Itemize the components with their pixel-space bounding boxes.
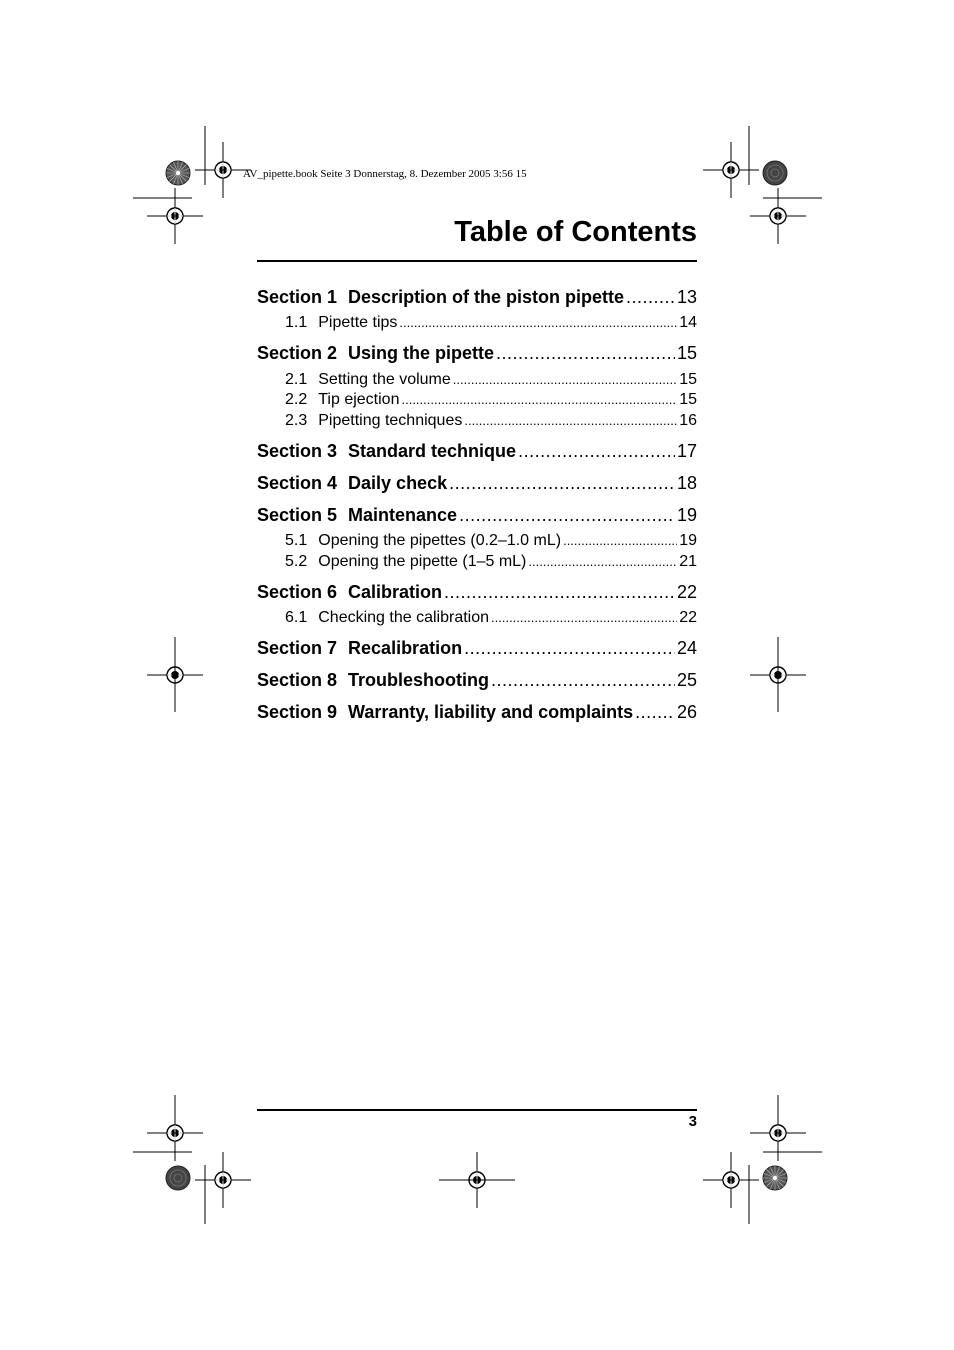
print-header-slug: AV_pipette.book Seite 3 Donnerstag, 8. Dezember 2005 3:56 15 (243, 168, 527, 180)
dot-leader (491, 670, 675, 691)
toc-entry-section-3[interactable] (257, 441, 697, 462)
toc-page: 18 (676, 473, 697, 493)
dot-leader (518, 441, 675, 462)
toc-title: Opening the pipettes (0.2–1.0 mL) (318, 532, 562, 549)
toc-page: 14 (679, 314, 697, 331)
toc-page: 26 (676, 702, 697, 722)
toc-entry-section-5[interactable] (257, 505, 697, 526)
toc-title: Checking the calibration (318, 609, 490, 626)
toc-title: Calibration (348, 582, 443, 602)
toc-page: 13 (676, 287, 697, 307)
page-number: 3 (688, 1113, 697, 1130)
dot-leader (626, 287, 675, 308)
toc-page: 15 (679, 371, 697, 388)
toc-entry-section-4[interactable] (257, 473, 697, 494)
toc-title: Daily check (348, 473, 448, 493)
toc-title: Using the pipette (348, 343, 495, 363)
toc-number: 6.1 (285, 609, 308, 626)
toc-number: Section 5 (257, 505, 338, 525)
toc-entry-1-1[interactable] (285, 314, 697, 332)
toc-page: 24 (676, 638, 697, 658)
dot-leader (453, 372, 677, 387)
toc-entry-section-1[interactable] (257, 287, 697, 308)
dot-leader (528, 554, 677, 569)
toc-number: Section 6 (257, 582, 338, 602)
toc-number: 2.1 (285, 371, 308, 388)
toc-entry-section-9[interactable] (257, 702, 697, 723)
toc-page: 22 (679, 609, 697, 626)
toc-number: 2.3 (285, 412, 308, 429)
toc-page: 22 (676, 582, 697, 602)
page-title: Table of Contents (454, 216, 697, 248)
toc-title: Troubleshooting (348, 670, 490, 690)
dot-leader (459, 505, 675, 526)
toc-entry-2-1[interactable] (285, 371, 697, 389)
dot-leader (464, 638, 675, 659)
toc-page: 21 (679, 553, 697, 570)
toc-title: Recalibration (348, 638, 463, 658)
toc-page: 19 (679, 532, 697, 549)
toc-page: 16 (679, 412, 697, 429)
toc-page: 19 (676, 505, 697, 525)
dot-leader (563, 533, 677, 548)
toc-page: 15 (679, 391, 697, 408)
toc-page: 15 (676, 343, 697, 363)
toc-number: Section 9 (257, 702, 338, 722)
title-divider (257, 260, 697, 262)
toc-number: Section 7 (257, 638, 338, 658)
toc-entry-section-2[interactable] (257, 343, 697, 364)
toc-number: 5.1 (285, 532, 308, 549)
toc-number: Section 2 (257, 343, 338, 363)
toc-entry-section-8[interactable] (257, 670, 697, 691)
toc-entry-section-6[interactable] (257, 582, 697, 603)
toc-title: Tip ejection (318, 391, 400, 408)
toc-title: Pipette tips (318, 314, 398, 331)
toc-title: Pipetting techniques (318, 412, 463, 429)
toc-number: Section 3 (257, 441, 338, 461)
dot-leader (496, 343, 675, 364)
footer-divider (257, 1109, 697, 1111)
toc-title: Opening the pipette (1–5 mL) (318, 553, 527, 570)
toc-title: Description of the piston pipette (348, 287, 625, 307)
toc-number: 2.2 (285, 391, 308, 408)
toc-entry-2-2[interactable] (285, 391, 697, 409)
dot-leader (635, 702, 675, 723)
toc-number: Section 8 (257, 670, 338, 690)
toc-entry-section-7[interactable] (257, 638, 697, 659)
toc-entry-5-2[interactable] (285, 553, 697, 571)
toc-entry-2-3[interactable] (285, 412, 697, 430)
toc-entry-5-1[interactable] (285, 532, 697, 550)
toc-page: 25 (676, 670, 697, 690)
toc-number: 1.1 (285, 314, 308, 331)
toc-number: Section 4 (257, 473, 338, 493)
dot-leader (464, 413, 677, 428)
dot-leader (399, 315, 677, 330)
toc-title: Maintenance (348, 505, 458, 525)
toc-title: Warranty, liability and complaints (348, 702, 634, 722)
dot-leader (444, 582, 675, 603)
toc-entry-6-1[interactable] (285, 609, 697, 627)
dot-leader (449, 473, 675, 494)
dot-leader (491, 610, 677, 625)
toc-page: 17 (676, 441, 697, 461)
toc-number: 5.2 (285, 553, 308, 570)
dot-leader (401, 392, 677, 407)
toc-title: Standard technique (348, 441, 517, 461)
toc-title: Setting the volume (318, 371, 451, 388)
toc-number: Section 1 (257, 287, 338, 307)
